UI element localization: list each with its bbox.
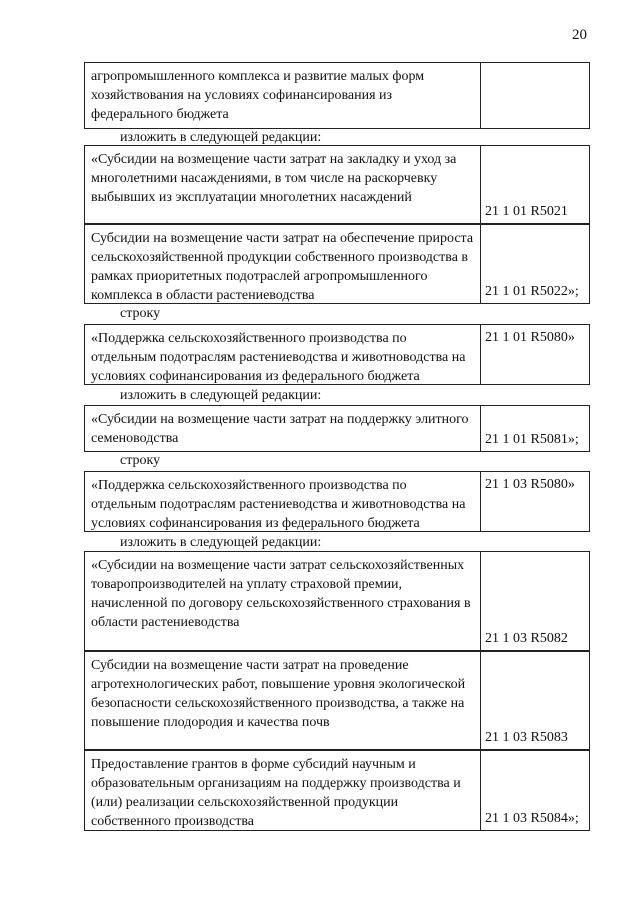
instruction-text: строку — [120, 453, 161, 468]
instruction-text: изложить в следующей редакции: — [120, 388, 322, 403]
row-code: 21 1 03 R5084»; — [485, 811, 579, 826]
row-text: Субсидии на возмещение части затрат на обеспечение прироста сельскохозяйственной продукции собственного производства в рамках приоритетных подотраслей агропромышленного комплекса в области растениеводства — [91, 231, 474, 303]
row-text: «Поддержка сельскохозяйственного производства по отдельным подотраслям растениеводства и животноводства на условиях софинансирования из федерального бюджета — [91, 331, 466, 384]
code-cell — [480, 145, 590, 224]
row-code: 21 1 01 R5022»; — [485, 284, 579, 299]
table-row — [84, 750, 481, 831]
row-text: «Поддержка сельскохозяйственного производства по отдельным подотраслям растениеводства и животноводства на условиях софинансирования из федерального бюджета — [91, 478, 466, 531]
row-text: «Субсидии на возмещение части затрат на закладку и уход за многолетними насаждениями, в том числе на раскорчевку выбывших из эксплуатации многолетних насаждений — [91, 152, 457, 205]
row-code: 21 1 01 R5021 — [485, 204, 568, 219]
row-code: 21 1 01 R5080» — [485, 330, 575, 345]
code-cell — [480, 62, 590, 129]
table-row — [84, 651, 481, 750]
code-cell — [480, 324, 590, 385]
row-text: агропромышленного комплекса и развитие малых форм хозяйствования на условиях софинансирования из федерального бюджета — [91, 69, 425, 122]
row-text: Субсидии на возмещение части затрат на проведение агротехнологических работ, повышение уровня экологической безопасности сельскохозяйственного производства, а также на повышение плодородия и качества почв — [91, 658, 466, 730]
table-row — [84, 324, 481, 385]
table-row — [84, 62, 481, 129]
row-code: 21 1 03 R5082 — [485, 631, 568, 646]
row-code: 21 1 01 R5081»; — [485, 432, 579, 447]
table-row — [84, 551, 481, 651]
row-code: 21 1 03 R5080» — [485, 477, 575, 492]
table-row — [84, 145, 481, 224]
instruction-text: изложить в следующей редакции: — [120, 130, 322, 145]
instruction-text: изложить в следующей редакции: — [120, 535, 322, 550]
instruction-text: строку — [120, 306, 161, 321]
row-text: «Субсидии на возмещение части затрат на поддержку элитного семеноводства — [91, 412, 469, 446]
code-cell — [480, 750, 590, 831]
page-number: 20 — [572, 27, 587, 43]
table-row — [84, 471, 481, 532]
code-cell — [480, 471, 590, 532]
code-cell — [480, 651, 590, 750]
code-cell — [480, 405, 590, 452]
code-cell — [480, 224, 590, 304]
row-text: Предоставление грантов в форме субсидий научным и образовательным организациям на поддержку производства и (или) реализации сельскохозяйственной продукции собственного производства — [91, 757, 461, 829]
row-text: «Субсидии на возмещение части затрат сельскохозяйственных товаропроизводителей на уплату страховой премии, начисленной по договору сельскохозяйственного страхования в области растениеводства — [91, 558, 471, 630]
table-row — [84, 405, 481, 452]
row-code: 21 1 03 R5083 — [485, 730, 568, 745]
code-cell — [480, 551, 590, 651]
table-row — [84, 224, 481, 304]
